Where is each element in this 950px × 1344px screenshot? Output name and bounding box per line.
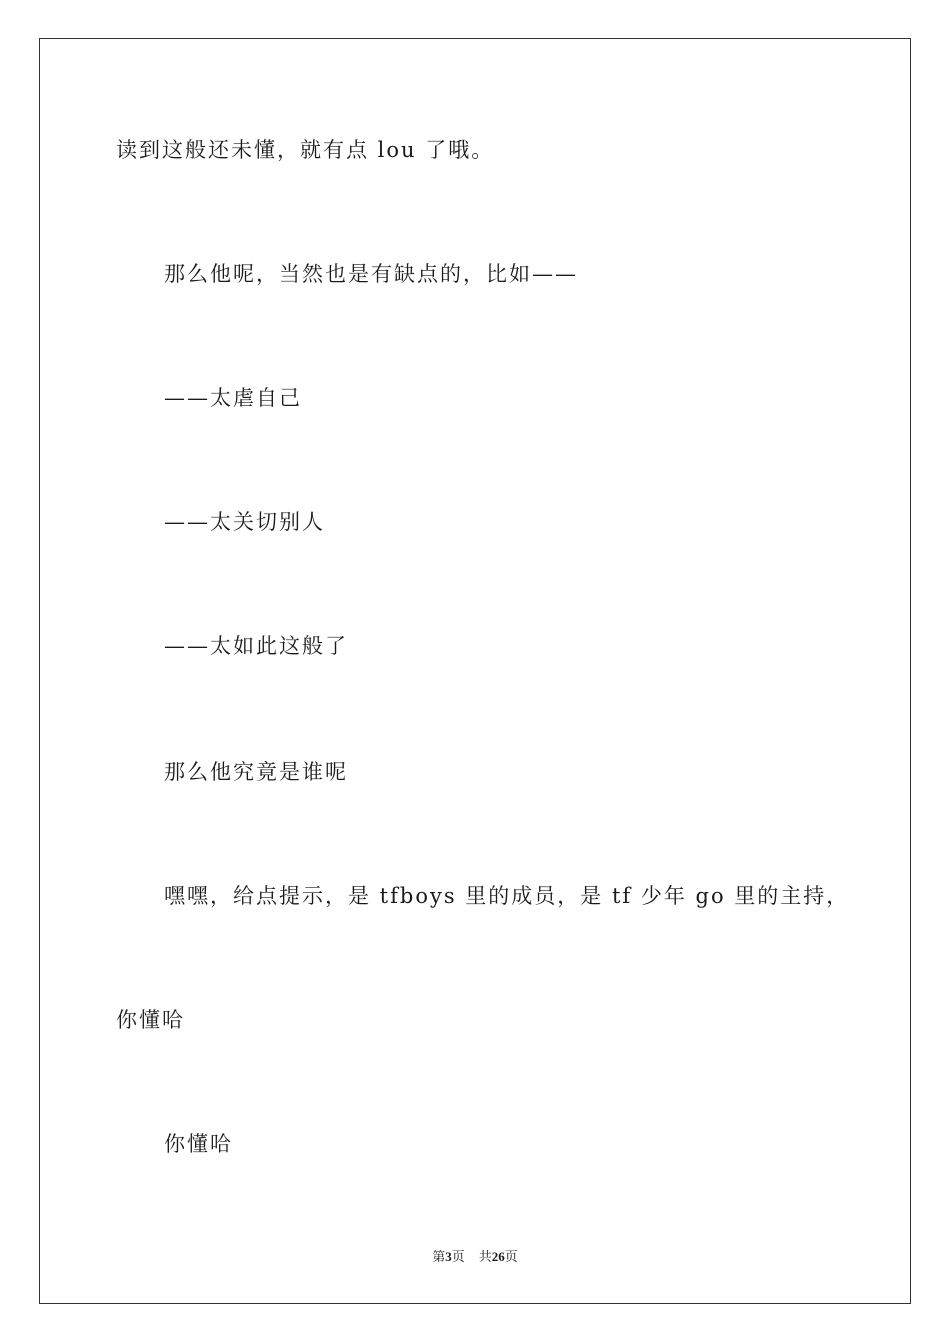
paragraph-line: 你懂哈 <box>164 1132 233 1156</box>
page-number: 3 <box>445 1249 452 1264</box>
paragraph-line: ——太关切别人 <box>164 510 325 534</box>
paragraph-line: 那么他呢，当然也是有缺点的，比如—— <box>164 262 578 286</box>
paragraph-line: 你懂哈 <box>116 1008 185 1032</box>
page-footer <box>0 1248 950 1266</box>
total-prefix: 共 <box>478 1249 492 1264</box>
total-suffix: 页 <box>504 1249 518 1264</box>
page-suffix: 页 <box>451 1249 465 1264</box>
paragraph-line: 读到这般还未懂，就有点 lou 了哦。 <box>116 138 495 162</box>
paragraph-line: 嘿嘿，给点提示，是 tfboys 里的成员，是 tf 少年 go 里的主持， <box>164 884 850 908</box>
paragraph-line: ——太如此这般了 <box>164 634 348 658</box>
page-prefix: 第 <box>432 1249 446 1264</box>
paragraph-line: ——太虐自己 <box>164 386 302 410</box>
total-pages: 26 <box>491 1249 505 1264</box>
page-border <box>39 38 911 1304</box>
paragraph-line: 那么他究竟是谁呢 <box>164 760 348 784</box>
